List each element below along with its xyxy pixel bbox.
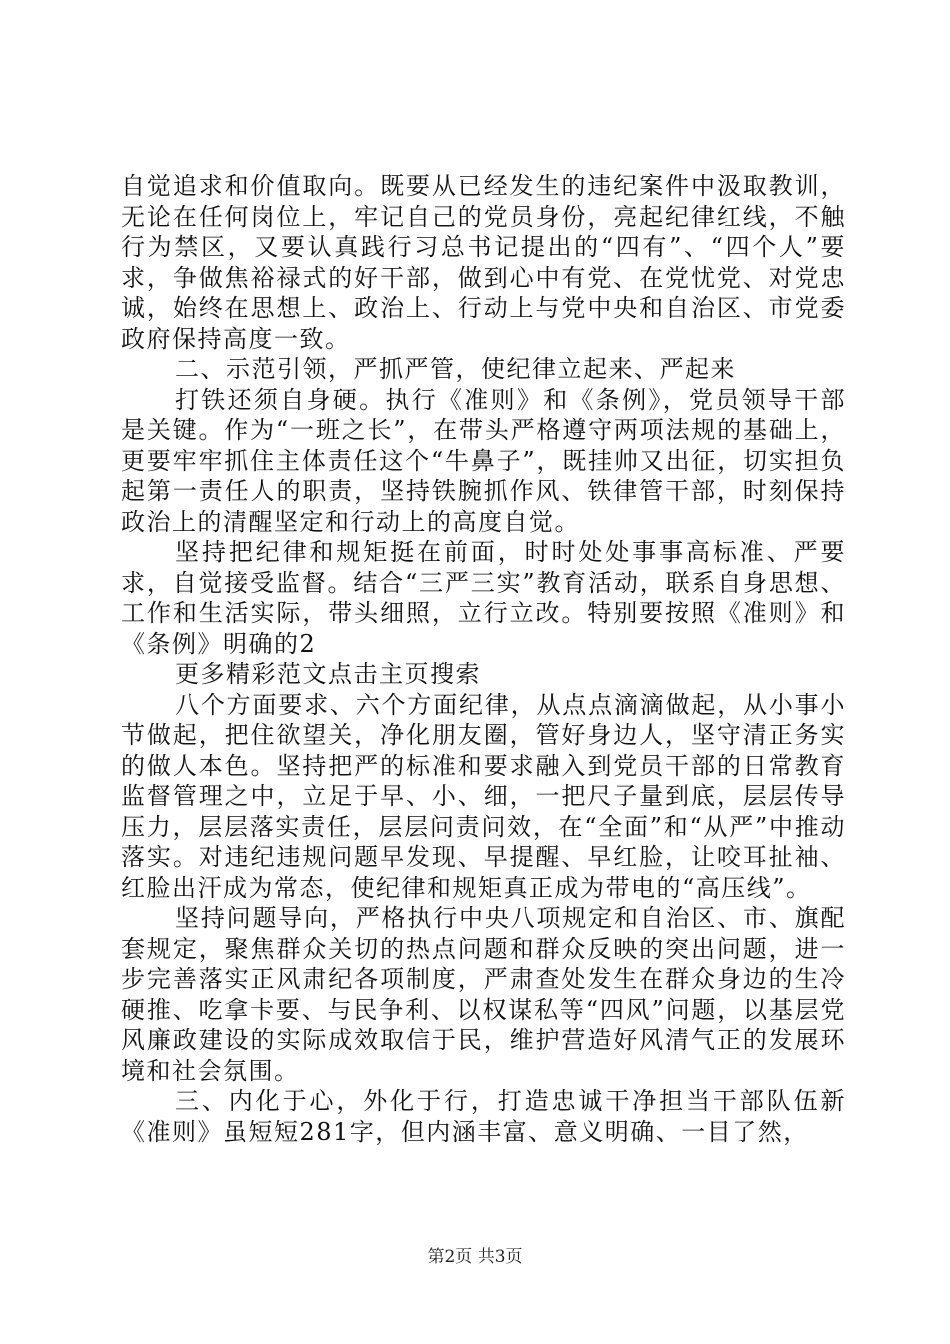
paragraph-2: 打铁还须自身硬。执行《准则》和《条例》，党员领导干部是关键。作为“一班之长”，在带头严格遵守两项法规的基础上，更要牢牢抓住主体责任这个“牛鼻子”，既挂帅又出征，切实担负起第一责任人的职责，坚持铁腕抓作风、铁律管干部，时刻保持政治上的清醒坚定和行动上的高度自觉。: [121, 385, 846, 536]
page-footer: 第2页 共3页: [427, 1247, 523, 1267]
paragraph-5: 坚持问题导向，严格执行中央八项规定和自治区、市、旗配套规定，聚焦群众关切的热点问题和群众反映的突出问题，进一步完善落实正风肃纪各项制度，严肃查处发生在群众身边的生冷硬推、吃拿卡要、与民争利、以权谋私等“四风”问题，以基层党风廉政建设的实际成效取信于民，维护营造好风清气正的发展环境和社会氛围。: [121, 904, 846, 1085]
section-heading-2: 二、示范引领，严抓严管，使纪律立起来、严起来: [175, 355, 736, 383]
section-heading-3: 三、内化于心，外化于行，打造忠诚干净担当干部队伍新《准则》虽短短281字，但内涵丰富、意义明确、一目了然，: [121, 1087, 846, 1146]
paragraph-1: 自觉追求和价值取向。既要从已经发生的违纪案件中汲取教训，无论在任何岗位上，牢记自己的党员身份，亮起纪律红线，不触行为禁区，又要认真践行习总书记提出的“四有”、“四个人”要求，争做焦裕禄式的好干部，做到心中有党、在党忧党、对党忠诚，始终在思想上、政治上、行动上与党中央和自治区、市党委政府保持高度一致。: [121, 172, 846, 353]
paragraph-3: 坚持把纪律和规矩挺在前面，时时处处事事高标准、严要求，自觉接受监督。结合“三严三实”教育活动，联系自身思想、工作和生活实际，带头细照，立行立改。特别要按照《准则》和《条例》明确的2: [121, 538, 846, 658]
more-link-text: 更多精彩范文点击主页搜索: [175, 660, 481, 688]
document-body: [121, 171, 846, 1147]
paragraph-4: 八个方面要求、六个方面纪律，从点点滴滴做起，从小事小节做起，把住欲望关，净化朋友圈，管好身边人，坚守清正务实的做人本色。坚持把严的标准和要求融入到党员干部的日常教育监督管理之中，立足于早、小、细，一把尺子量到底，层层传导压力，层层落实责任，层层问责问效，在“全面”和“从严”中推动落实。对违纪违规问题早发现、早提醒、早红脸，让咬耳扯袖、红脸出汗成为常态，使纪律和规矩真正成为带电的“高压线”。: [121, 690, 846, 902]
